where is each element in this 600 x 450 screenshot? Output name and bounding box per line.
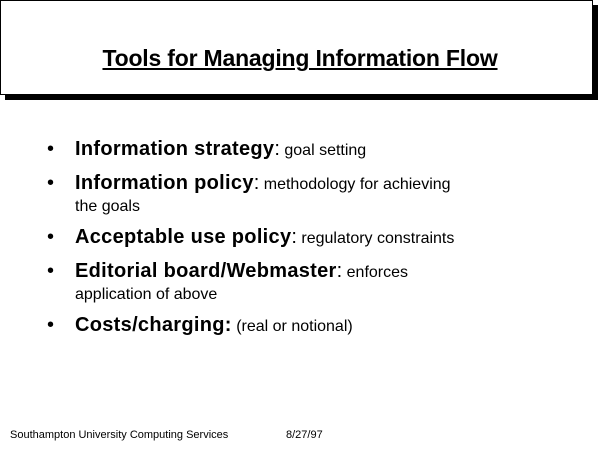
bullet-term: Information policy [75,172,254,194]
bullet-description: methodology for achieving [259,176,451,193]
bullet-dot-icon: • [47,260,55,282]
bullet-item [47,224,587,252]
bullet-item [47,258,587,306]
footer-organization: Southampton University Computing Services [10,429,229,441]
bullet-item [47,312,587,340]
bullet-list [47,136,587,346]
bullet-separator: : [274,138,280,160]
bullet-term: Information strategy [75,138,275,160]
bullet-term: Costs/charging: [75,314,232,336]
bullet-dot-icon: • [47,226,55,248]
bullet-dot-icon: • [47,314,55,336]
bullet-description: goal setting [279,142,367,159]
slide-title: Tools for Managing Information Flow [102,45,498,71]
bullet-item [47,136,587,164]
bullet-description: regulatory constraints [296,230,455,247]
footer-date: 8/27/97 [286,429,323,441]
bullet-separator: : [291,226,297,248]
bullet-item [47,170,587,218]
bullet-term: Editorial board/Webmaster [75,260,337,282]
bullet-continuation: application of above [75,286,218,303]
bullet-dot-icon: • [47,172,55,194]
bullet-description: enforces [342,264,409,281]
bullet-continuation: the goals [75,198,140,215]
bullet-separator: : [253,172,260,194]
bullet-dot-icon: • [47,138,55,160]
bullet-separator: : [336,260,343,282]
bullet-term: Acceptable use policy [75,226,292,248]
bullet-description: (real or notional) [231,318,353,335]
